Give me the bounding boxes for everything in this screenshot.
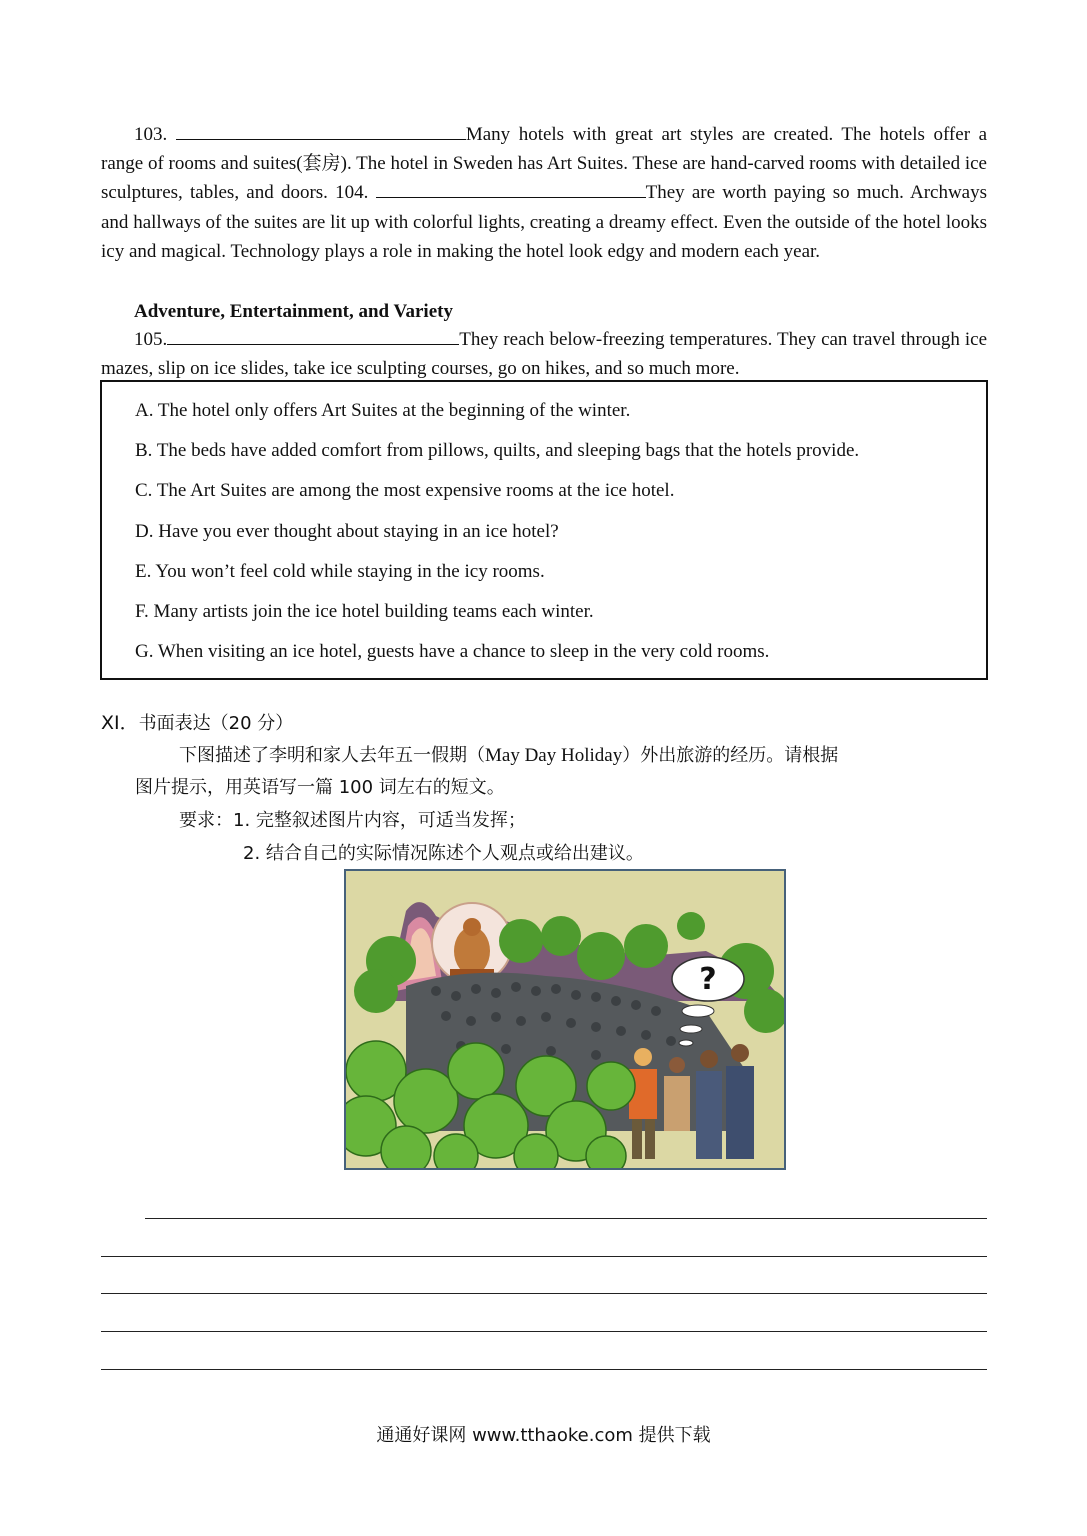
- option-e: E. You won’t feel cold while staying in the icy rooms.: [135, 561, 545, 582]
- option-a: A. The hotel only offers Art Suites at the beginning of the winter.: [135, 400, 631, 421]
- option-c: C. The Art Suites are among the most expensive rooms at the ice hotel.: [135, 480, 675, 501]
- option-b: B. The beds have added comfort from pillows, quilts, and sleeping bags that the hotels provide.: [135, 440, 860, 461]
- holiday-crowd-illustration: [344, 869, 786, 1170]
- prompt-holiday-name: May Day Holiday: [485, 745, 623, 766]
- woman-head: [669, 1057, 685, 1073]
- person-blue: [696, 1071, 722, 1159]
- option-f: F. Many artists join the ice hotel building teams each winter.: [135, 601, 594, 622]
- passage-text-after-104: They are worth paying so much. Archways and hallways of the suites are lit up with colorful lights, creating a dreamy effect. Even the outside of the hotel looks icy and magical. Technology plays a role in making the hotel look edgy and modern each year.: [101, 182, 988, 262]
- prompt-line-1-end: ）外出旅游的经历。请根据: [622, 745, 839, 766]
- man-leg-right: [645, 1119, 655, 1159]
- section-number: XI．: [101, 712, 139, 734]
- options-box: [100, 380, 988, 680]
- passage-subheading: Adventure, Entertainment, and Variety: [134, 301, 453, 322]
- answer-line-1[interactable]: [145, 1218, 987, 1219]
- requirement-1: 1. 完整叙述图片内容，可适当发挥；: [233, 810, 526, 831]
- passage-text-after-103: Many hotels with great art styles are created. The hotels offer a range of rooms and suites(套房). The hotel in Sweden has Art Suites. These are hand-carved rooms with detailed ice sculptures, tables, and doors.: [101, 124, 988, 204]
- requirement-2: 2. 结合自己的实际情况陈述个人观点或给出建议。: [243, 843, 644, 864]
- requirements-label: 要求：: [179, 810, 233, 831]
- prompt-line-2: 图片提示，用英语写一篇 100 词左右的短文。: [135, 777, 505, 798]
- passage-text-after-105: They reach below-freezing temperatures. They can travel through ice mazes, slip on ice slides, take ice sculpting courses, go on hikes, and so much more.: [101, 329, 987, 380]
- person-dark: [726, 1066, 754, 1159]
- thought-bubble-dot-3: [679, 1040, 693, 1046]
- page-footer: 通通好课网 www.tthaoke.com 提供下载: [376, 1425, 711, 1446]
- prompt-line-1: [179, 743, 838, 769]
- question-103-number: 103.: [134, 124, 168, 145]
- question-mark: ?: [699, 962, 717, 997]
- answer-line-3[interactable]: [101, 1293, 987, 1294]
- buddha-head: [463, 918, 481, 936]
- requirements-line-1: [179, 808, 526, 834]
- answer-line-4[interactable]: [101, 1331, 987, 1332]
- question-104-number: 104.: [335, 182, 369, 204]
- passage-paragraph-2: [101, 325, 987, 383]
- answer-blank-104[interactable]: [376, 179, 646, 198]
- passage-paragraph-1: [101, 120, 987, 266]
- option-d: D. Have you ever thought about staying in an ice hotel?: [135, 521, 559, 542]
- person-dark-head: [731, 1044, 749, 1062]
- answer-line-5[interactable]: [101, 1369, 987, 1370]
- section-title-text: 书面表达（20 分）: [138, 713, 294, 734]
- answer-blank-103[interactable]: [176, 121, 466, 140]
- man-leg-left: [632, 1119, 642, 1159]
- answer-line-2[interactable]: [101, 1256, 987, 1257]
- writing-section-title: [101, 710, 293, 737]
- thought-bubble-dot-1: [682, 1005, 714, 1017]
- illustration-svg: [346, 871, 784, 1168]
- prompt-line-1-start: 下图描述了李明和家人去年五一假期（: [179, 745, 485, 766]
- person-blue-head: [700, 1050, 718, 1068]
- man-head: [634, 1048, 652, 1066]
- question-105-number: 105.: [134, 329, 168, 350]
- option-g: G. When visiting an ice hotel, guests have a chance to sleep in the very cold rooms.: [135, 641, 770, 662]
- thought-bubble-dot-2: [680, 1025, 702, 1033]
- answer-blank-105[interactable]: [167, 326, 459, 345]
- woman-body: [664, 1076, 690, 1131]
